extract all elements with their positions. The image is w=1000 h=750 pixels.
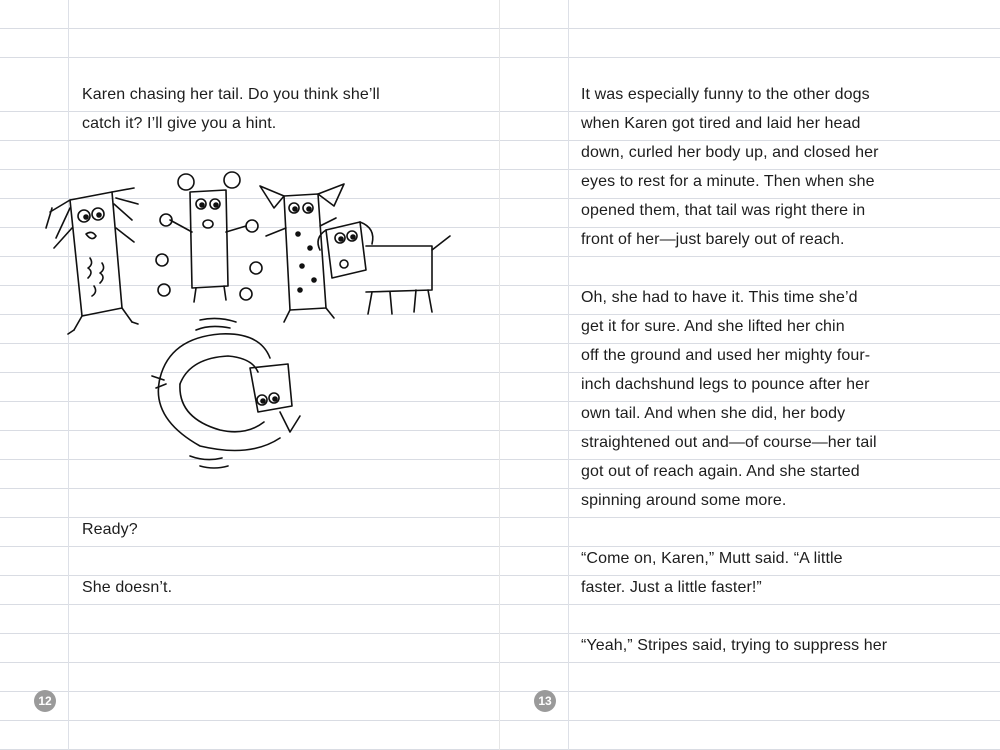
text-line: eyes to rest for a minute. Then when she <box>581 173 875 190</box>
text-line: off the ground and used her mighty four- <box>581 347 871 364</box>
page-number: 12 <box>34 690 56 712</box>
text-line: faster. Just a little faster!” <box>581 579 762 596</box>
scribble-dog-icon <box>46 188 138 334</box>
text-line: “Yeah,” Stripes said, trying to suppress her <box>581 637 888 654</box>
right-page <box>500 0 1000 750</box>
text-line: got out of reach again. And she started <box>581 463 860 480</box>
text-line: Ready? <box>82 521 138 538</box>
text-line: catch it? I’ll give you a hint. <box>82 115 277 132</box>
text-line: straightened out and—of course—her tail <box>581 434 877 451</box>
text-line: Karen chasing her tail. Do you think she’ll <box>82 86 380 103</box>
page-number: 13 <box>534 690 556 712</box>
dog-drawings-icon <box>42 168 472 478</box>
text-line: “Come on, Karen,” Mutt said. “A little <box>581 550 843 567</box>
curled-dog-icon <box>152 318 300 468</box>
text-line: opened them, that tail was right there in <box>581 202 866 219</box>
text-line: when Karen got tired and laid her head <box>581 115 861 132</box>
text-line: She doesn’t. <box>82 579 173 596</box>
margin-line <box>568 0 569 750</box>
text-line: own tail. And when she did, her body <box>581 405 846 422</box>
spotted-dog-icon <box>260 184 344 322</box>
text-line: down, curled her body up, and closed her <box>581 144 879 161</box>
text-line: It was especially funny to the other dogs <box>581 86 870 103</box>
text-line: spinning around some more. <box>581 492 787 509</box>
text-line: Oh, she had to have it. This time she’d <box>581 289 858 306</box>
text-line: get it for sure. And she lifted her chin <box>581 318 845 335</box>
text-line: inch dachshund legs to pounce after her <box>581 376 870 393</box>
dachshund-icon <box>318 222 450 314</box>
flower-dog-icon <box>156 172 262 302</box>
text-line: front of her—just barely out of reach. <box>581 231 845 248</box>
